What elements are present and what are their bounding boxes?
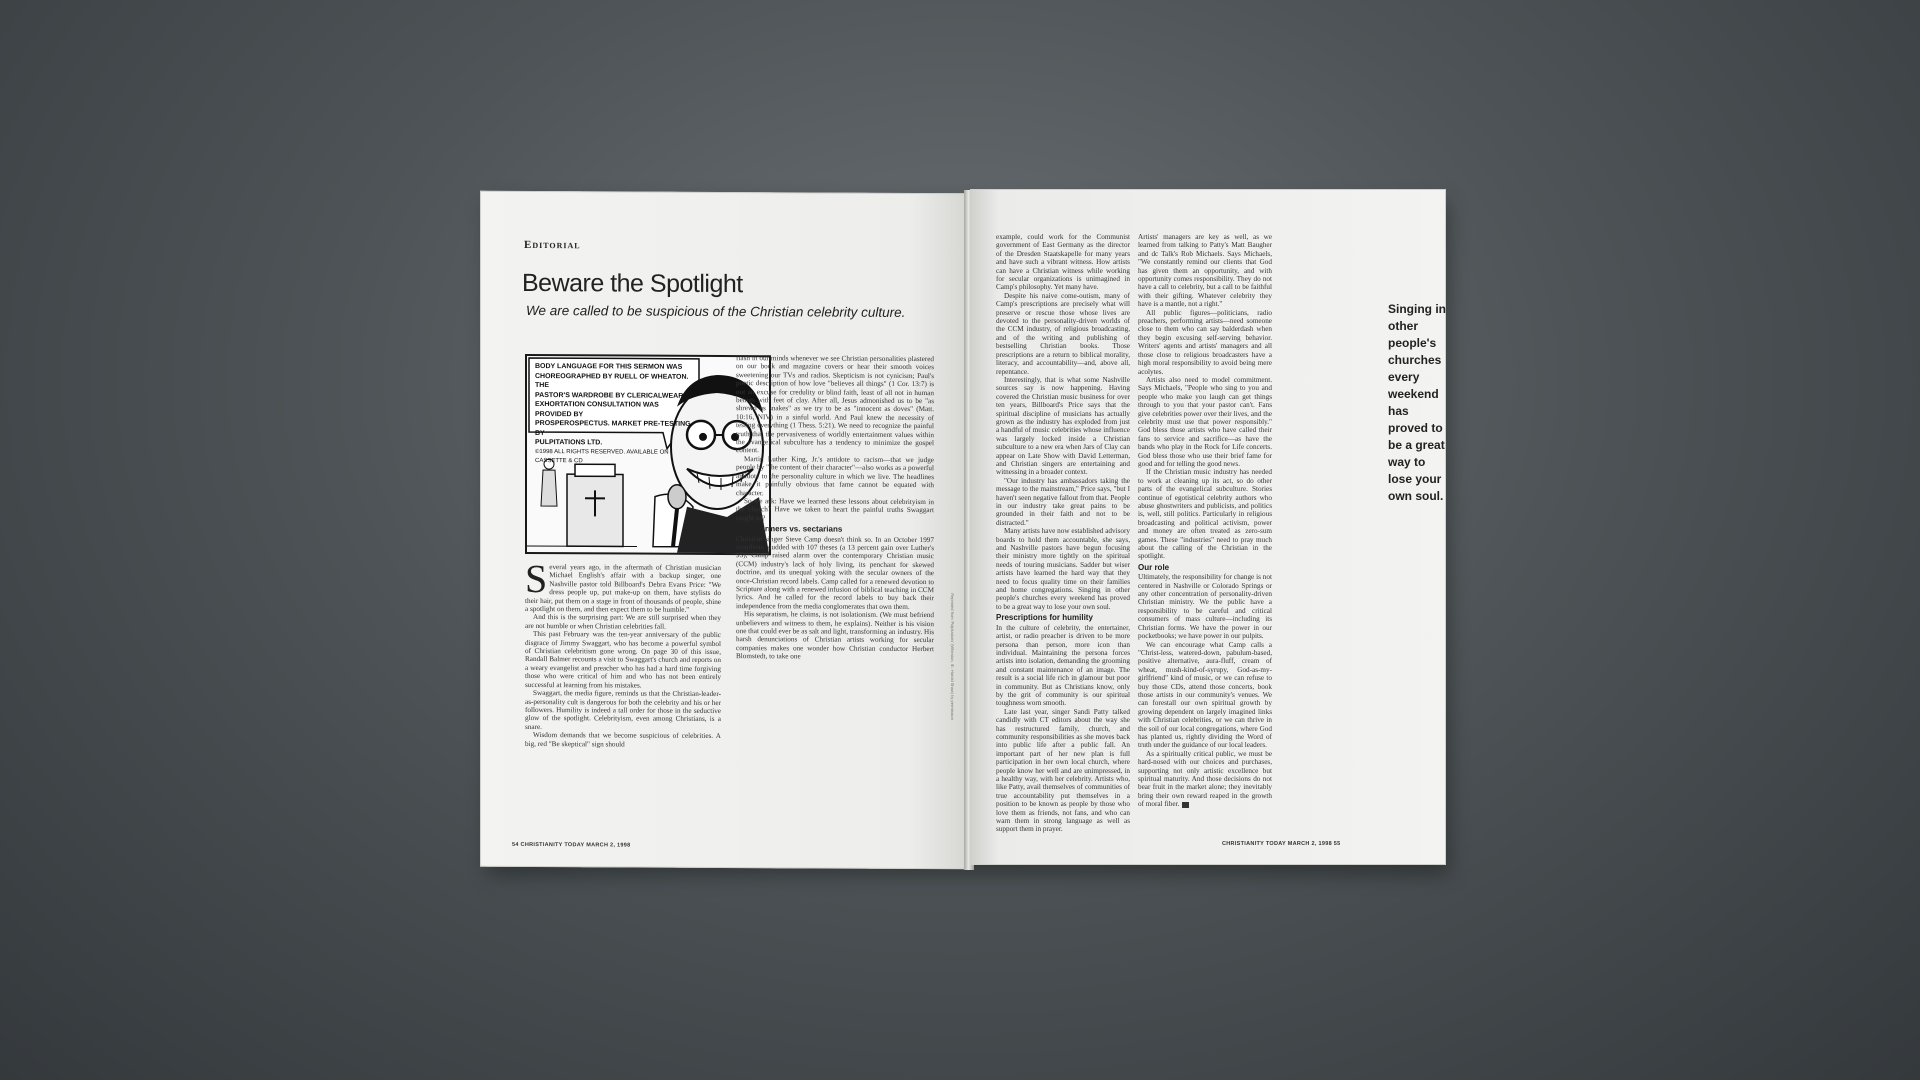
- paragraph: Swaggart, the media figure, reminds us that the Christian-leader-as-personality cult is dangerous for both the celebrity and his or her followers. Humility is indeed a tall order for those in the seductive glow of the spotlight. Celebrityism, even among Christians, is a snare.: [525, 689, 721, 731]
- caption-line: PROSPEROSPECTUS. MARKET PRE-TESTING BY: [535, 420, 691, 437]
- subhead: Transformers vs. sectarians: [736, 524, 843, 534]
- caption-line: BODY LANGUAGE FOR THIS SERMON WAS: [535, 363, 683, 371]
- headline: Beware the Spotlight: [522, 268, 743, 299]
- paragraph: If the Christian music industry has needed to work at cleaning up its act, so do other parts of the evangelical subculture. Stories continue of egotistical celebrity authors who abuse ghostwriters and publicists, and politics is, well, still politics. Particularly in religious broadcasting and political activism, power and money are often treated as zero-sum games. These "industries" need to pray much about the calling of the Christian in the spotlight.: [1138, 468, 1272, 561]
- subhead: Our role: [1138, 562, 1170, 572]
- paragraph: Christian singer Steve Camp doesn't think so. In an October 1997 manifesto studded with 107 theses (a 13 percent gain over Luther's 95), Camp raised alarm over the contemporary Christian music (CCM) industry's lack of holy living, its penchant for skewed doctrine, and its unequal yoking with the secular owners of the once-Christian record labels. Camp called for a renewed devotion to Scripture along with a renewed infusion of biblical teaching in CCM lyrics. And he called for the record labels to buy back their independence from the media conglomerates that own them.: [736, 534, 934, 611]
- paragraph: Despite his naive come-outism, many of Camp's prescriptions are precisely what will preserve or rescue those whose lives are devoted to the personality-driven worlds of the CCM industry, of religious broadcasting, and of the writing and publishing of bestselling Christian books. Those prescriptions are a return to biblical morality, literacy, and accountability—and, above all, repentance.: [996, 291, 1130, 376]
- deck: We are called to be suspicious of the Christian celebrity culture.: [526, 302, 906, 320]
- image-credit: Reprinted from 'Pulpitations' (Wheaton, Ill.: Harold Shaw) by permission: [950, 593, 955, 720]
- left-column-2: [736, 354, 934, 851]
- paragraph: And this is the surprising part: We are still surprised when they are not humble or when Christian celebrities fall.: [525, 613, 721, 631]
- paragraph: Interestingly, that is what some Nashville sources say is now happening. Having covered the Christian music business for over ten years, Billboard's Price says that the spiritual discipline of musicians has actually grown as the industry has exploded from just a handful of music celebrities whose influence was largely locked inside a Christian subculture to a new era when Jars of Clay can appear on Late Show with David Letterman, and Christian singers are entertaining and witnessing in a broader context.: [996, 375, 1130, 477]
- paragraph: In the culture of celebrity, the entertainer, artist, or radio preacher is driven to be more persona than person, more icon than individual. Maintaining the persona forces artists into isolation, demanding the grooming and constant maintenance of an image. The result is a social life rich in glamour but poor in community. But as Christians know, only by the grit of community is our spiritual toughness worn smooth.: [996, 623, 1130, 708]
- cartoon-credit: ©1998 ALL RIGHTS RESERVED. AVAILABLE ON CASSETTE & CD: [535, 448, 669, 465]
- left-page: [480, 191, 968, 870]
- right-page: [970, 189, 1446, 865]
- paragraph: example, could work for the Communist government of East Germany as the director of the Dresden Staatskapelle for many years and have such a vibrant witness. How artists can have a Christian witness while working for secular organizations is unimagined in Camp's philosophy. Yet many have.: [996, 233, 1130, 292]
- paragraph: Several years ago, in the aftermath of Christian musician Michael English's affair with a backup singer, one Nashville pastor told Billboard's Debra Evans Price: "We dress people up, put make-up on them, have stylists do their hair, put them on a stage in front of thousands of people, shine a spotlight on them, and then expect them to be humble.": [525, 555, 721, 614]
- paragraph: All public figures—politicians, radio preachers, performing artists—need someone close to them who can say balderdash when they begin excusing self-serving behavior. Writers' agents and artists' managers and all those close to religious broadcasters have a high moral responsibility to avoid being mere acolytes.: [1138, 308, 1272, 376]
- paragraph: His separatism, he claims, is not isolationism. (We must befriend unbelievers and witness to them, he explains). Neither is his vision one that could ever be as salt and light, transforming an industry. His harsh denunciations of Christian artists working for secular companies makes one wonder how Christian conductor Herbert Blomstedt, to take one: [736, 610, 934, 661]
- cartoon: [525, 354, 771, 555]
- paragraph: Ultimately, the responsibility for change is not centered in Nashville or Colorado Springs or any other concentration of personality-driven Christian ministry. We the public have a responsibility to be careful and critical consumers of mass culture—including its Christian forms. We have the power in our pocketbooks; we have power in our pulpits.: [1138, 573, 1272, 641]
- paragraph: flash in our minds whenever we see Christian personalities plastered on our book and magazine covers or hear their smooth voices sweetening our TVs and radios. Skepticism is not cynicism; Paul's poetic description of how love "believes all things" (1 Cor. 13:7) is not an excuse for credulity or blind faith, least of all not in human beings with feet of clay. After all, Jesus admonished us to be "as shrewd as snakes" as we try to be as "innocent as doves" (Matt. 10:16, NIV) in a sinful world. And Paul knew the necessity of testing everything (1 Thess. 5:21). We need to recognize the painful truth that the pervasiveness of worldly entertainment values within the evangelical subculture has a tendency to minimize the gospel content.: [736, 354, 934, 455]
- right-folio: CHRISTIANITY TODAY MARCH 2, 1998 55: [1222, 841, 1341, 847]
- magazine-spread: [480, 192, 1446, 868]
- paragraph: This past February was the ten-year anniversary of the public disgrace of Jimmy Swaggart, who has become a powerful symbol of Christian celebritism gone wrong. On page 30 of this issue, Randall Balmer recounts a visit to Swaggart's church and reports on a weary evangelist and preacher who has had a hard time forgiving those who were critical of him and who has not been entirely successful at learning from his mistakes.: [525, 630, 721, 690]
- paragraph: "Our industry has ambassadors taking the message to the mainstream," Price says, "but I haven't seen negative fallout from that. People in our industry take great pains to be grounded in their faith and not to be distracted.": [996, 476, 1130, 527]
- caption-line: CHOREOGRAPHED BY RUELL OF WHEATON. THE: [535, 372, 689, 390]
- paragraph: Wisdom demands that we become suspicious of celebrities. A big, red "Be skeptical" sign should: [525, 731, 721, 749]
- paragraph: Artists also need to model commitment. Says Michaels, "People who sing to you and people who make you laugh can get things through to you that your pastor can't. Fans give celebrities power over their lives, and the celebrity must use that power responsibly." God bless those artists who have called their fans to service and sacrifice—as have the bands who play in the Rock for Life concerts. God bless those who use their brief fame for good and for telling the good news.: [1138, 375, 1272, 468]
- left-column-1: [525, 555, 721, 850]
- caption-line: PASTOR'S WARDROBE BY CLERICALWEAR.: [535, 391, 686, 400]
- pull-quote: Singing in other people's churches every weekend has proved to be a great way to lose your own soul.: [1388, 302, 1446, 503]
- cartoon-caption: [529, 358, 701, 465]
- right-column-2: [1138, 233, 1272, 817]
- paragraph: As a spiritually critical public, we must be hard-nosed with our choices and purchases, supporting not only artistic excellence but spiritual maturity. And those decisions do not bear fruit in the market alone; they inevitably bring their own reward reaped in the growth of moral fiber.: [1138, 749, 1272, 809]
- section-label: Editorial: [524, 238, 581, 252]
- left-folio: 54 CHRISTIANITY TODAY MARCH 2, 1998: [512, 841, 631, 849]
- caption-line: EXHORTATION CONSULTATION WAS PROVIDED BY: [535, 401, 659, 418]
- paragraph: We can encourage what Camp calls a "Christ-less, watered-down, pabulum-based, positive alternative, aura-fluff, cream of wheat, mush-kind-of-syrupy, God-as-my-girlfriend" kind of music, or we can refuse to buy those CDs, attend those concerts, book those artists in our community's venues. We can forestall our own spiritual growth by growing dependent on largely imagined links with Christian celebrities, or we can thrive in the soil of our local congregations, where God has planted us, rightly dividing the Word of truth under the guidance of our local leaders.: [1138, 640, 1272, 750]
- right-column-1: [996, 233, 1130, 834]
- paragraph: So we ask: Have we learned these lessons about celebrityism in the church? Have we taken to heart the painful truths Swaggart taught us?: [736, 497, 934, 522]
- subhead: Prescriptions for humility: [996, 613, 1093, 623]
- paragraph: Late last year, singer Sandi Patty talked candidly with CT editors about the way she has restructured family, church, and community responsibilities as she moves back into public life after a public fall. An important part of her new plan is full participation in her own local church, where people know her well and are unimpressed, in a healthy way, with her celebrity. Artists who, like Patty, avail themselves of communities of true accountability put themselves in a position to be known as people by those who love them as friends, not fans, and who can warn them in strong language as well as support them in prayer.: [996, 707, 1130, 834]
- paragraph: Many artists have now established advisory boards to hold them accountable, she says, and Nashville pastors have begun focusing their ministry more tightly on the spiritual needs of touring musicians. Sadder but wiser artists have learned the hard way that they need to focus quality time on their families and home congregations. Singing in other people's churches every weekend has proved to be a great way to lose your own soul.: [996, 527, 1130, 611]
- paragraph: Martin Luther King, Jr.'s antidote to racism—that we judge people by "the content of their character"—also works as a powerful antidote to the personality culture in which we live. The headlines make it painfully obvious that fame cannot be equated with character.: [736, 454, 934, 497]
- caption-line: PULPITATIONS LTD.: [535, 439, 603, 447]
- end-mark-icon: [1182, 802, 1189, 808]
- drop-cap: S: [525, 555, 548, 602]
- paragraph: Artists' managers are key as well, as we learned from talking to Patty's Matt Baugher and dc Talk's Rob Michaels. Says Michaels, "We constantly remind our clients that God has given them an opportunity, and with opportunity comes responsibility. They do not have a call to celebrity, but a call to be faithful with their gifting. Whatever celebrity they have is a mantle, not a right.": [1138, 233, 1272, 309]
